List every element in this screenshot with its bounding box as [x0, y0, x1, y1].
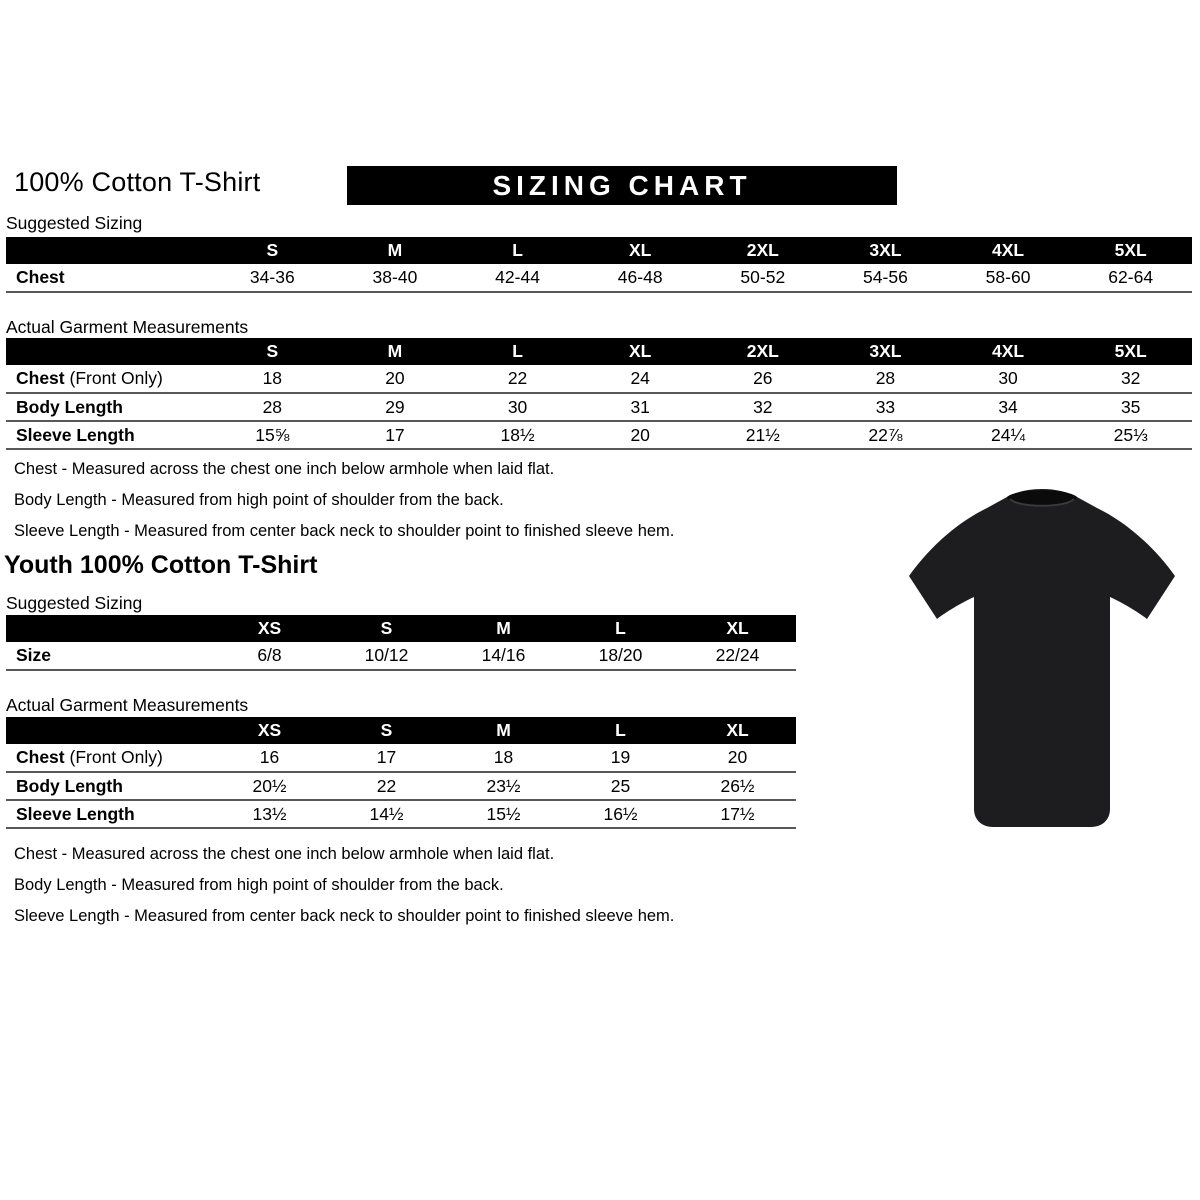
measurement-value: 20	[579, 421, 702, 449]
measurement-value: 62-64	[1069, 264, 1192, 292]
measurement-value: 31	[579, 393, 702, 421]
measurement-value: 15½	[445, 800, 562, 828]
row-label: Sleeve Length	[6, 800, 211, 828]
measurement-value: 22	[328, 772, 445, 800]
measurement-row	[6, 421, 1192, 449]
measurement-value: 32	[1069, 365, 1192, 393]
measurement-row	[6, 642, 796, 670]
youth-actual-measurements-label: Actual Garment Measurements	[6, 695, 249, 715]
measurement-value: 22⅞	[824, 421, 947, 449]
size-column-header: S	[211, 338, 334, 365]
measurement-value: 17½	[679, 800, 796, 828]
size-column-header: XL	[679, 615, 796, 642]
measurement-value: 33	[824, 393, 947, 421]
measurement-value: 15⅝	[211, 421, 334, 449]
adult-suggested-sizing-table	[6, 237, 1192, 293]
size-column-header: XS	[211, 717, 328, 744]
youth-suggested-sizing-label: Suggested Sizing	[6, 593, 143, 613]
adult-suggested-sizing-label: Suggested Sizing	[6, 213, 143, 233]
size-column-header: S	[328, 615, 445, 642]
measurement-value: 26	[702, 365, 825, 393]
measurement-row	[6, 365, 1192, 393]
measurement-value: 35	[1069, 393, 1192, 421]
header-spacer-cell	[6, 338, 211, 365]
measurement-value: 25⅓	[1069, 421, 1192, 449]
measurement-value: 18/20	[562, 642, 679, 670]
size-column-header: 5XL	[1069, 338, 1192, 365]
size-column-header: S	[211, 237, 334, 264]
measurement-value: 16½	[562, 800, 679, 828]
measurement-row	[6, 744, 796, 772]
page-title: 100% Cotton T-Shirt	[14, 167, 261, 197]
size-column-header: L	[456, 338, 579, 365]
measurement-value: 19	[562, 744, 679, 772]
header-spacer-cell	[6, 717, 211, 744]
size-column-header: M	[445, 615, 562, 642]
size-column-header: 2XL	[702, 338, 825, 365]
measurement-row	[6, 772, 796, 800]
size-header-row	[6, 717, 796, 744]
measurement-value: 18	[211, 365, 334, 393]
measurement-value: 17	[328, 744, 445, 772]
size-column-header: S	[328, 717, 445, 744]
header-spacer-cell	[6, 615, 211, 642]
size-column-header: XL	[679, 717, 796, 744]
measurement-value: 32	[702, 393, 825, 421]
measurement-value: 34	[947, 393, 1070, 421]
sizing-chart-banner	[347, 166, 897, 205]
youth-actual-measurements-table	[6, 717, 796, 829]
measurement-value: 18½	[456, 421, 579, 449]
adult-actual-measurements-table	[6, 338, 1192, 450]
measurement-value: 29	[334, 393, 457, 421]
measurement-value: 20	[334, 365, 457, 393]
note-chest-definition: Chest - Measured across the chest one inch below armhole when laid flat.	[14, 460, 555, 478]
measurement-value: 28	[211, 393, 334, 421]
measurement-value: 22/24	[679, 642, 796, 670]
note-body-length-definition: Body Length - Measured from high point of shoulder from the back.	[14, 876, 504, 894]
row-label: Chest (Front Only)	[6, 365, 211, 393]
note-sleeve-length-definition: Sleeve Length - Measured from center back neck to shoulder point to finished sleeve hem.	[14, 907, 675, 925]
black-tshirt-image	[897, 477, 1187, 832]
measurement-value: 24¼	[947, 421, 1070, 449]
youth-suggested-sizing-table	[6, 615, 796, 671]
measurement-value: 42-44	[456, 264, 579, 292]
measurement-value: 25	[562, 772, 679, 800]
measurement-value: 54-56	[824, 264, 947, 292]
measurement-value: 50-52	[702, 264, 825, 292]
adult-actual-measurements-label: Actual Garment Measurements	[6, 317, 249, 337]
youth-measurement-notes	[14, 845, 834, 938]
measurement-value: 10/12	[328, 642, 445, 670]
size-column-header: XS	[211, 615, 328, 642]
measurement-value: 20½	[211, 772, 328, 800]
row-label: Body Length	[6, 393, 211, 421]
measurement-value: 58-60	[947, 264, 1070, 292]
measurement-value: 30	[456, 393, 579, 421]
measurement-value: 13½	[211, 800, 328, 828]
row-label: Chest	[6, 264, 211, 292]
header-spacer-cell	[6, 237, 211, 264]
row-label: Body Length	[6, 772, 211, 800]
row-label: Chest (Front Only)	[6, 744, 211, 772]
size-column-header: M	[445, 717, 562, 744]
measurement-value: 22	[456, 365, 579, 393]
measurement-value: 34-36	[211, 264, 334, 292]
row-label: Size	[6, 642, 211, 670]
sizing-chart-banner-text: SIZING CHART	[492, 169, 752, 201]
note-chest-definition: Chest - Measured across the chest one inch below armhole when laid flat.	[14, 845, 555, 863]
size-column-header: M	[334, 338, 457, 365]
measurement-row	[6, 800, 796, 828]
size-column-header: 4XL	[947, 237, 1070, 264]
measurement-value: 28	[824, 365, 947, 393]
measurement-value: 46-48	[579, 264, 702, 292]
size-header-row	[6, 338, 1192, 365]
size-column-header: 4XL	[947, 338, 1070, 365]
measurement-value: 6/8	[211, 642, 328, 670]
tshirt-body-shape	[909, 489, 1175, 827]
size-column-header: L	[562, 615, 679, 642]
size-column-header: M	[334, 237, 457, 264]
size-header-row	[6, 615, 796, 642]
measurement-value: 17	[334, 421, 457, 449]
size-column-header: XL	[579, 237, 702, 264]
measurement-value: 20	[679, 744, 796, 772]
measurement-value: 38-40	[334, 264, 457, 292]
size-column-header: XL	[579, 338, 702, 365]
measurement-value: 26½	[679, 772, 796, 800]
size-column-header: 3XL	[824, 338, 947, 365]
measurement-row	[6, 264, 1192, 292]
measurement-value: 24	[579, 365, 702, 393]
measurement-value: 16	[211, 744, 328, 772]
row-label: Sleeve Length	[6, 421, 211, 449]
note-sleeve-length-definition: Sleeve Length - Measured from center back neck to shoulder point to finished sleeve hem.	[14, 522, 675, 540]
measurement-value: 18	[445, 744, 562, 772]
size-column-header: 3XL	[824, 237, 947, 264]
measurement-value: 30	[947, 365, 1070, 393]
measurement-value: 14/16	[445, 642, 562, 670]
size-column-header: 2XL	[702, 237, 825, 264]
measurement-row	[6, 393, 1192, 421]
size-column-header: L	[562, 717, 679, 744]
measurement-value: 23½	[445, 772, 562, 800]
measurement-value: 21½	[702, 421, 825, 449]
size-header-row	[6, 237, 1192, 264]
youth-section-title: Youth 100% Cotton T-Shirt	[4, 551, 318, 579]
measurement-value: 14½	[328, 800, 445, 828]
adult-measurement-notes	[14, 460, 834, 553]
note-body-length-definition: Body Length - Measured from high point of shoulder from the back.	[14, 491, 504, 509]
size-column-header: L	[456, 237, 579, 264]
size-column-header: 5XL	[1069, 237, 1192, 264]
